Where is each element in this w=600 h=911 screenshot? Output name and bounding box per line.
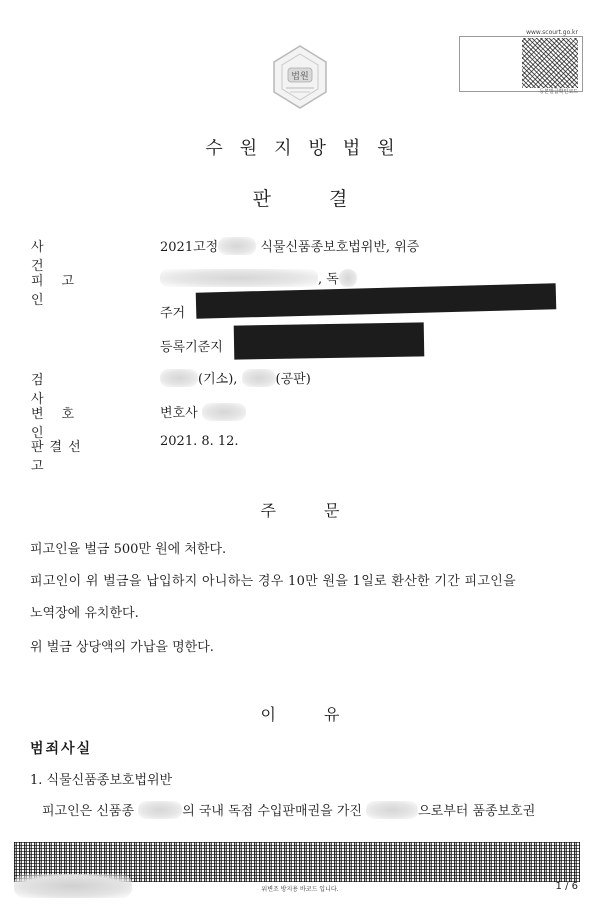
order-heading: 주문 bbox=[260, 501, 388, 520]
defendant-name: , 독 bbox=[160, 268, 357, 287]
defense-counsel: 변호사 bbox=[160, 402, 246, 421]
prosecutors: (기소), (공판) bbox=[160, 368, 311, 387]
label-case: 사건 bbox=[31, 240, 84, 274]
redacted-blur bbox=[160, 369, 198, 387]
order-line-2: 피고인이 위 벌금을 납입하지 아니하는 경우 10만 원을 1일로 환산한 기간 피고인을 bbox=[30, 574, 516, 589]
document-title: 판결 bbox=[252, 188, 406, 210]
defendant-address: 주거 bbox=[160, 306, 186, 321]
redacted-blur bbox=[138, 801, 182, 819]
redacted-blur bbox=[218, 237, 256, 255]
verify-caption: 등본발급확인코드 bbox=[539, 89, 578, 95]
reason-heading: 이유 bbox=[260, 705, 388, 724]
label-counsel: 변호인 bbox=[31, 407, 93, 441]
facts-heading: 범죄사실 bbox=[30, 741, 93, 757]
court-name: 수원지방법원 bbox=[205, 138, 412, 159]
registration-redaction bbox=[234, 322, 425, 359]
court-emblem-icon bbox=[268, 44, 332, 110]
case-charges: 식물신품종보호법위반, 위증 bbox=[260, 240, 420, 255]
page-number: 1 / 6 bbox=[555, 881, 578, 892]
redacted-blur bbox=[202, 403, 246, 421]
order-line-1: 피고인을 벌금 500만 원에 처한다. bbox=[30, 542, 227, 557]
verify-url: www.scourt.go.kr bbox=[526, 29, 578, 36]
order-line-3: 노역장에 유치한다. bbox=[30, 606, 139, 621]
case-number: 2021고정 식물신품종보호법위반, 위증 bbox=[160, 236, 419, 255]
item-title: 1. 식물신품종보호법위반 bbox=[30, 773, 173, 788]
redacted-blur bbox=[160, 269, 318, 287]
redacted-blur bbox=[242, 369, 276, 387]
registration-base: 등록기준지 bbox=[160, 340, 223, 355]
redacted-blur bbox=[366, 801, 418, 819]
label-defendant: 피고인 bbox=[31, 274, 93, 308]
barcode-note: 위변조 방지용 바코드 입니다. bbox=[261, 886, 339, 893]
facts-line: 피고인은 신품종 의 국내 독점 수입판매권을 가진 으로부터 품종보호권 bbox=[42, 800, 535, 819]
emblem-text: 법원 bbox=[291, 72, 309, 82]
qr-code-icon bbox=[522, 38, 578, 88]
label-prosecutor: 검사 bbox=[31, 373, 84, 407]
label-sentencing-date: 판결선고 bbox=[31, 440, 87, 474]
sentencing-date: 2021. 8. 12. bbox=[160, 434, 239, 449]
address-redaction bbox=[196, 283, 557, 318]
order-line-4: 위 벌금 상당액의 가납을 명한다. bbox=[30, 640, 214, 655]
redacted-blur bbox=[339, 269, 357, 287]
